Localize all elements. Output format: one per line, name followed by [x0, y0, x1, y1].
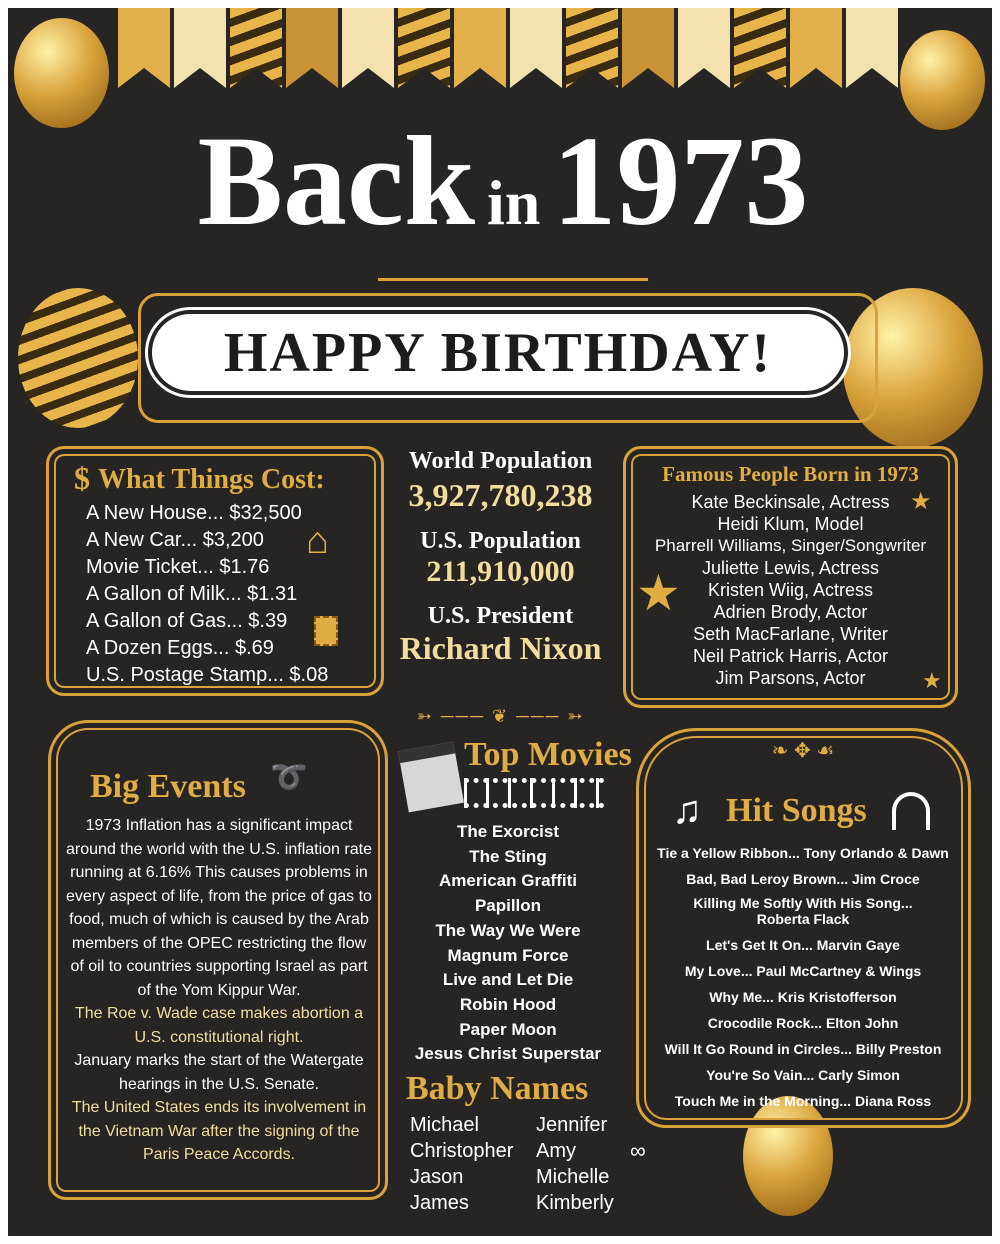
movies-list — [403, 820, 613, 1067]
music-note-icon: ♫ — [672, 788, 702, 832]
girl-name: Jennifer — [536, 1114, 608, 1136]
stats — [393, 448, 608, 667]
movie-item: American Graffiti — [439, 871, 577, 891]
baby-boys — [410, 1112, 513, 1216]
girl-name: Amy — [536, 1140, 576, 1162]
balloon-icon — [900, 30, 985, 130]
world-pop-value: 3,927,780,238 — [408, 477, 593, 513]
dollar-icon: $ — [74, 460, 90, 496]
title-year: 1973 — [552, 110, 809, 252]
president-value: Richard Nixon — [399, 630, 602, 666]
happy-birthday-banner: HAPPY BIRTHDAY! — [148, 310, 848, 395]
president-label: U.S. President — [427, 603, 574, 629]
famous-item: Heidi Klum, Model — [717, 514, 864, 534]
poster — [8, 8, 992, 1236]
title — [103, 108, 903, 268]
house-icon: ⌂ — [306, 520, 329, 562]
famous-item: Kate Beckinsale, Actress — [691, 492, 890, 512]
us-pop-value: 211,910,000 — [426, 555, 575, 588]
movie-item: Live and Let Die — [442, 970, 574, 990]
boy-name: Jason — [410, 1166, 464, 1188]
bunting — [118, 8, 898, 98]
title-back: Back — [197, 110, 475, 252]
movie-item: Papillon — [474, 896, 542, 916]
cost-item: U.S. Postage Stamp... $.08 — [86, 664, 329, 686]
movie-item: Jesus Christ Superstar — [414, 1044, 602, 1064]
song-item: Crocodile Rock... Elton John — [707, 1015, 899, 1031]
movie-item: Robin Hood — [459, 994, 557, 1014]
famous-item: Seth MacFarlane, Writer — [693, 624, 888, 644]
film-strip-icon — [464, 778, 604, 808]
title-flourish — [378, 278, 648, 281]
stamp-icon — [314, 616, 338, 646]
song-item: Let's Get It On... Marvin Gaye — [706, 937, 900, 953]
movie-item: The Exorcist — [456, 822, 560, 841]
cost-item: A Dozen Eggs... $.69 — [86, 637, 274, 659]
song-item: You're So Vain... Carly Simon — [706, 1067, 900, 1083]
event-watergate: January marks the start of the Watergate hearings in the U.S. Senate. — [74, 1052, 364, 1093]
events-text — [64, 814, 374, 1167]
song-item: Bad, Bad Leroy Brown... Jim Croce — [686, 871, 920, 887]
divider-arrows: ➳ ─── ❦ ─── ➳ — [416, 706, 585, 726]
boy-name: James — [410, 1192, 469, 1214]
famous-item: Neil Patrick Harris, Actor — [692, 646, 889, 666]
movie-item: The Way We Were — [435, 920, 581, 940]
famous-item: Kristen Wiig, Actress — [707, 580, 874, 600]
cost-item: A New House... $32,500 — [86, 502, 302, 524]
cost-item: A Gallon of Gas... $.39 — [86, 610, 288, 632]
song-item: Touch Me in the Morning... Diana Ross — [674, 1093, 932, 1109]
events-title: Big Events — [90, 768, 246, 805]
girl-name: Kimberly — [536, 1192, 614, 1214]
songs-title: Hit Songs — [726, 792, 867, 829]
movie-item: Paper Moon — [459, 1019, 557, 1039]
girl-name: Michelle — [536, 1166, 610, 1188]
song-item: Will It Go Round in Circles... Billy Preston — [664, 1041, 942, 1057]
balloon-icon — [18, 288, 138, 428]
cost-item: Movie Ticket... $1.76 — [86, 556, 270, 578]
baby-title: Baby Names — [406, 1070, 589, 1107]
clapperboard-icon — [398, 742, 464, 813]
event-inflation: 1973 Inflation has a significant impact around the world with the U.S. inflation rate running at 6.16% This causes problems in every aspect of life, from the price of gas to food, much of which is caused by the Arab members of the OPEC restricting the flow of oil to countries supporting Israel as part of the Yom Kippur War. — [66, 817, 372, 999]
us-pop-label: U.S. Population — [420, 528, 581, 554]
balloon-icon — [14, 18, 109, 128]
world-pop-label: World Population — [408, 448, 593, 474]
star-icon: ★ — [922, 668, 942, 693]
song-item: Tie a Yellow Ribbon... Tony Orlando & Dawn — [657, 845, 949, 861]
movie-item: The Sting — [469, 846, 547, 866]
pacifier-icon: ∞ — [630, 1138, 646, 1163]
star-icon: ★ — [636, 565, 681, 621]
famous-title: Famous People Born in 1973 — [662, 462, 919, 486]
song-item: Why Me... Kris Kristofferson — [709, 989, 897, 1005]
famous-item: Adrien Brody, Actor — [713, 602, 868, 622]
boy-name: Michael — [410, 1114, 479, 1136]
movie-item: Magnum Force — [447, 945, 569, 965]
headphones-icon — [892, 792, 930, 830]
event-vietnam: The United States ends its involvement in the Vietnam War after the signing of the Paris Peace Accords. — [71, 1099, 367, 1163]
boy-name: Christopher — [410, 1140, 514, 1162]
songs-list — [640, 845, 966, 1119]
song-item: My Love... Paul McCartney & Wings — [684, 963, 922, 979]
star-icon: ★ — [910, 488, 932, 515]
event-roe: The Roe v. Wade case makes abortion a U.S. constitutional right. — [74, 1005, 364, 1046]
cost-item: A New Car... $3,200 — [86, 529, 264, 551]
cost-item: A Gallon of Milk... $1.31 — [86, 583, 298, 605]
famous-item: Juliette Lewis, Actress — [701, 558, 880, 578]
swirl-icon: ➰ — [270, 761, 308, 794]
famous-item: Pharrell Williams, Singer/Songwriter — [654, 536, 927, 555]
costs-list — [86, 500, 328, 689]
movies-title: Top Movies — [464, 736, 632, 773]
baby-girls — [536, 1112, 614, 1216]
famous-item: Jim Parsons, Actor — [715, 668, 866, 688]
flourish: ❧ ✥ ☙ — [771, 740, 835, 762]
song-item: Killing Me Softly With His Song... Roberta Flack — [693, 895, 913, 927]
costs-title: What Things Cost: — [98, 464, 325, 495]
title-in: in — [487, 167, 541, 238]
